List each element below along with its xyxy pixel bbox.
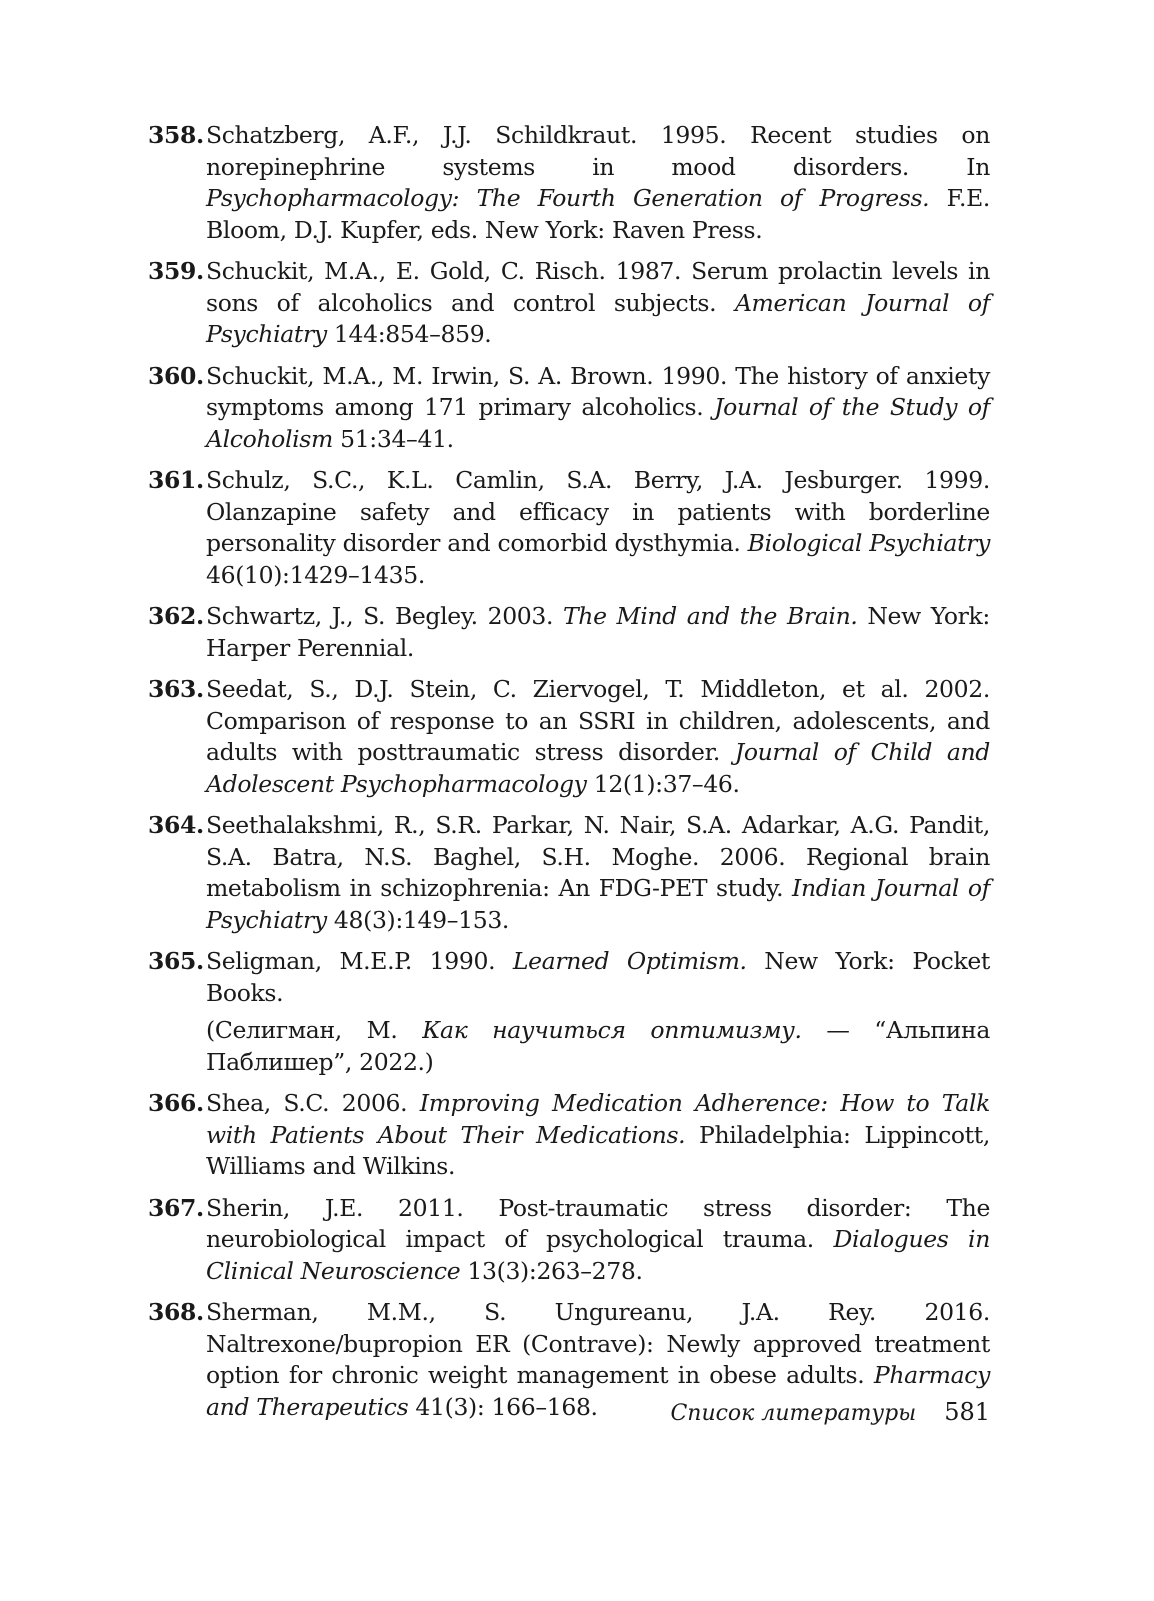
page-number: 581 [944,1398,990,1426]
reference-source-title: Pharmacy and Therapeutics [206,1361,990,1421]
reference-source-title: Journal of the Study of Alcoholism [206,393,990,453]
reference-item [148,810,990,936]
reference-source-title: Journal of Child and Adolescent Psychopharmacology [206,738,990,798]
reference-text: Schuckit, M.A., M. Irwin, S. A. Brown. 1990. The history of anxiety symptoms among 171 primary alcoholics. Journal of the Study of Alcoholism 51:34–41. [206,361,990,453]
reference-item [148,601,990,664]
reference-number: 365. [148,947,204,975]
reference-number: 362. [148,602,204,630]
reference-number: 358. [148,121,204,149]
reference-source-title: Indian Journal of Psychiatry [206,874,990,934]
reference-item [148,1193,990,1288]
reference-text: Schatzberg, A.F., J.J. Schildkraut. 1995. Recent studies on norepinephrine systems in mood disorders. In Psychopharmacology: The Fourth Generation of Progress. F.E. Bloom, D.J. Kupfer, eds. New York: Raven Press. [206,121,990,244]
reference-number: 363. [148,675,204,703]
reference-number: 367. [148,1193,204,1222]
reference-list [148,120,990,1433]
reference-number: 361. [148,466,204,494]
reference-number: 359. [148,257,204,285]
reference-number: 368. [148,1298,204,1326]
reference-text: Seedat, S., D.J. Stein, C. Ziervogel, T. Middleton, et al. 2002. Comparison of response to an SSRI in children, adolescents, and adults with posttraumatic stress disorder. Journal of Child and Adolescent Psychopharmacology 12(1):37–46. [206,675,990,798]
reference-number: 360. [148,361,204,390]
reference-text: Seligman, M.E.P. 1990. Learned Optimism. New York: Pocket Books. [206,947,990,1007]
reference-text: Schuckit, M.A., E. Gold, C. Risch. 1987. Serum prolactin levels in sons of alcoholics and control subjects. American Journal of Psychiatry 144:854–859. [206,257,990,348]
reference-text: Shea, S.C. 2006. Improving Medication Adherence: How to Talk with Patients About Their Medications. Philadelphia: Lippincott, Williams and Wilkins. [206,1089,991,1180]
reference-item [148,256,990,351]
reference-text: Seethalakshmi, R., S.R. Parkar, N. Nair, S.A. Adarkar, A.G. Pandit, S.A. Batra, N.S. Baghel, S.H. Moghe. 2006. Regional brain metabolism in schizophrenia: An FDG-PET study. Indian Journal of Psychiatry 48(3):149–153. [206,811,990,934]
reference-item [148,1088,990,1183]
reference-translation: (Селигман, М. Как научиться оптимизму. — “Альпина Паблишер”, 2022.) [206,1016,990,1076]
reference-item [148,946,990,1078]
reference-item [148,120,990,246]
page-footer [620,1398,990,1426]
translation-title: Как научиться оптимизму. [422,1016,802,1044]
running-title: Список литературы [670,1401,917,1426]
reference-source-title: Improving Medication Adherence: How to Talk with Patients About Their Medications. [206,1089,991,1149]
reference-text: Schulz, S.C., K.L. Camlin, S.A. Berry, J.A. Jesburger. 1999. Olanzapine safety and efficacy in patients with borderline personality disorder and comorbid dysthymia. Biological Psychiatry 46(10):1429–1435. [206,466,990,589]
reference-item [148,674,990,800]
reference-text: Sherin, J.E. 2011. Post-traumatic stress disorder: The neurobiological impact of psychological trauma. Dialogues in Clinical Neuroscience 13(3):263–278. [206,1193,990,1285]
reference-source-title: Dialogues in Clinical Neuroscience [206,1225,990,1285]
reference-number: 364. [148,811,204,839]
reference-number: 366. [148,1089,204,1117]
reference-source-title: Biological Psychiatry [747,529,990,557]
reference-item [148,361,990,456]
reference-item [148,465,990,591]
reference-source-title: Learned Optimism. [512,947,747,975]
reference-source-title: Psychopharmacology: The Fourth Generation of Progress. [206,184,930,212]
reference-source-title: The Mind and the Brain. [562,602,858,630]
reference-source-title: American Journal of Psychiatry [206,288,990,348]
reference-text: Schwartz, J., S. Begley. 2003. The Mind and the Brain. New York: Harper Perennial. [206,602,990,662]
reference-text: Sherman, M.M., S. Ungureanu, J.A. Rey. 2016. Naltrexone/bupropion ER (Contrave): Newly approved treatment option for chronic weight management in obese adults. Pharmacy and Therapeutics 41(3): 166–168. [206,1298,990,1421]
